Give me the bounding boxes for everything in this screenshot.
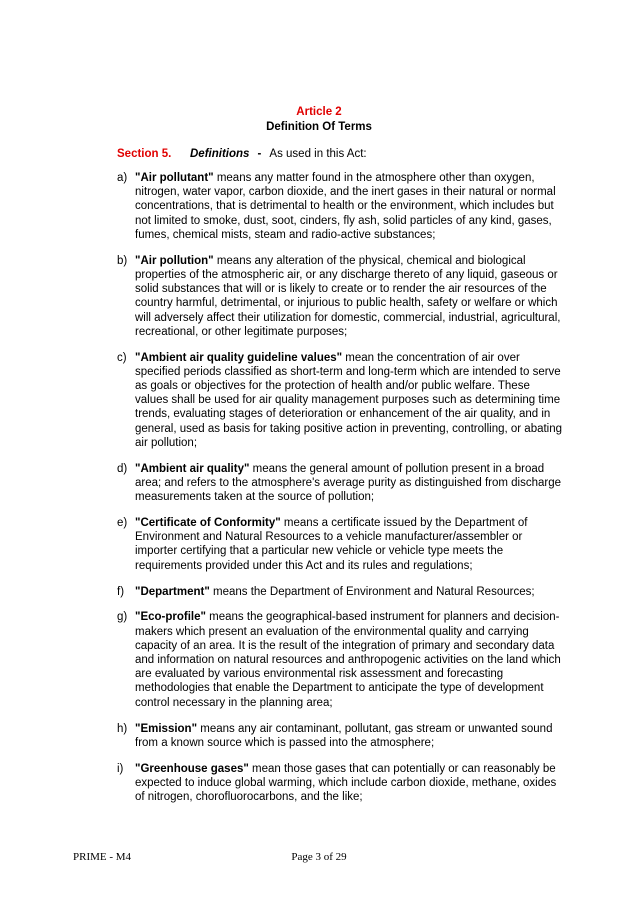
definition-item xyxy=(117,351,565,450)
definition-text: means any alteration of the physical, chemical and biological properties of the atmospheric air, or any discharge thereto of any liquid, gaseous or solid substances that will or is likely to create or to render the air resources of the country harmful, detrimental, or injurious to public health, safety or welfare or which will adversely affect their utilization for domestic, commercial, industrial, agricultural, recreational, or other legitimate purposes; xyxy=(135,254,561,338)
article-title: Article 2 xyxy=(296,106,342,118)
definition-marker: h) xyxy=(117,722,128,735)
definition-marker: d) xyxy=(117,462,128,475)
article-subtitle: Definition Of Terms xyxy=(266,121,372,133)
definition-text: means the geographical-based instrument for planners and decision-makers which present an evaluation of the environmental quality and carrying capacity of an area. It is the result of the integration of primary and secondary data and information on natural resources and anthropogenic activities on the land which are evaluated by various environmental risk assessment and forecasting methodologies that enable the Department to anticipate the type of development control necessary in the planning area; xyxy=(135,611,561,709)
definition-item xyxy=(117,610,565,709)
section-dash: - xyxy=(257,148,262,160)
definition-text: mean those gases that can potentially or can reasonably be expected to induce global warming, which include carbon dioxide, methane, oxides of nitrogen, chorofluorocarbons, and the like; xyxy=(135,762,557,804)
definition-text: means a certificate issued by the Department of Environment and Natural Resources to a vehicle manufacturer/assembler or importer certifying that a particular new vehicle or vehicle type meets the requirements provided under this Act and its rules and regulations; xyxy=(135,517,528,572)
definition-term: "Certificate of Conformity" xyxy=(135,517,281,530)
definition-marker: f) xyxy=(117,585,125,598)
definition-marker: b) xyxy=(117,254,128,267)
definition-term: "Air pollutant" xyxy=(135,172,214,184)
section-intro: As used in this Act: xyxy=(269,148,367,160)
section-heading xyxy=(117,147,367,161)
definition-term: "Eco-profile" xyxy=(135,611,206,624)
definition-marker: e) xyxy=(117,517,128,530)
definition-term: "Ambient air quality guideline values" xyxy=(135,351,343,364)
definition-term: "Air pollution" xyxy=(135,254,214,267)
definition-marker: g) xyxy=(117,611,128,624)
definition-item xyxy=(117,585,565,599)
definition-term: "Ambient air quality" xyxy=(135,462,250,475)
definition-marker: a) xyxy=(117,172,128,184)
definition-text: means the Department of Environment and Natural Resources; xyxy=(209,585,535,598)
definition-item xyxy=(117,762,565,805)
definition-term: "Emission" xyxy=(135,722,198,735)
definition-term: "Department" xyxy=(135,585,210,598)
definition-term: "Greenhouse gases" xyxy=(135,762,249,775)
definition-marker: i) xyxy=(117,762,124,775)
definition-marker: c) xyxy=(117,351,127,364)
section-title: Definitions xyxy=(190,148,250,160)
definition-item xyxy=(117,462,565,505)
footer-doc-id: PRIME - M4 xyxy=(73,851,132,863)
definition-text: means any matter found in the atmosphere other than oxygen, nitrogen, water vapor, carbon dioxide, and the inert gases in their natural or normal concentrations, that is detrimental to health or the environment, which includes but not limited to smoke, dust, soot, cinders, fly ash, solid particles of any kind, gases, fumes, chemical mists, steam and radio-active substances; xyxy=(135,172,556,241)
definition-text: means the general amount of pollution present in a broad area; and refers to the atmosphere's average purity as distinguished from discharge measurements taken at the source of pollution; xyxy=(135,462,562,504)
definition-item xyxy=(117,254,565,339)
definition-text: means any air contaminant, pollutant, gas stream or unwanted sound from a known source which is passed into the atmosphere; xyxy=(135,722,553,749)
definition-item xyxy=(117,722,565,750)
definition-item xyxy=(117,171,565,242)
definitions-list xyxy=(117,171,565,816)
definition-text: mean the concentration of air over specified periods classified as short-term and long-term which are intended to serve as goals or objectives for the protection of health and/or public welfare. These values shall be used for air quality management purposes such as determining time trends, evaluating stages of deterioration or enhancement of the air quality, and in general, used as basis for taking positive action in preventing, controlling, or abating air pollution; xyxy=(135,351,563,449)
section-label: Section 5. xyxy=(117,148,172,160)
definition-item xyxy=(117,516,565,573)
footer-page-number: Page 3 of 29 xyxy=(291,851,347,863)
